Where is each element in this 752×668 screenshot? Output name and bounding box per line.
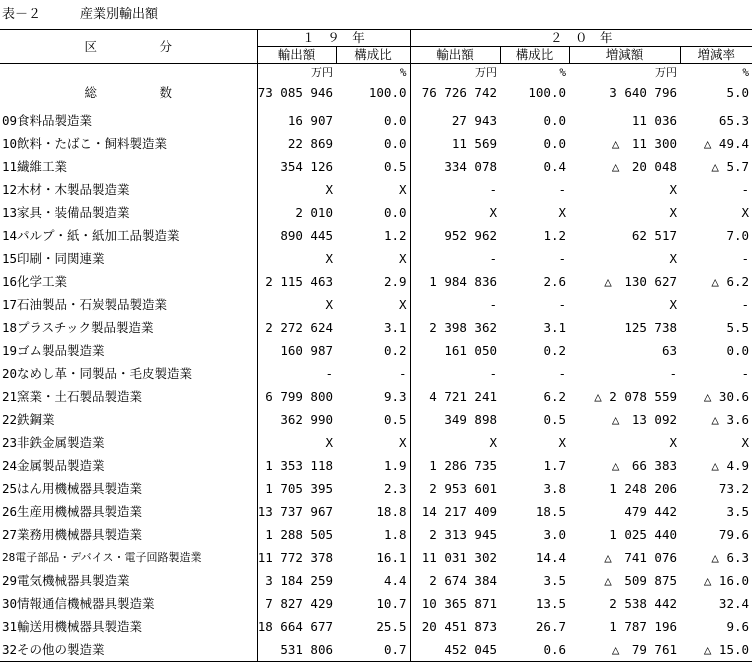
table-row xyxy=(0,293,752,316)
cell-share19: X xyxy=(398,182,407,197)
cell-export19: 7 827 429 xyxy=(257,592,336,615)
cell-change: △ 11 300 xyxy=(611,136,678,151)
cell-export20: 2 398 362 xyxy=(410,316,500,339)
cell-change: 11 036 xyxy=(631,113,678,128)
cell-share20: - xyxy=(558,297,567,312)
cell-export19: 160 987 xyxy=(257,339,336,362)
cell-export20: 27 943 xyxy=(410,109,500,132)
industry-label: 13家具・装備品製造業 xyxy=(2,205,130,220)
unit-row xyxy=(0,64,752,82)
cell-share19: 0.0 xyxy=(383,113,407,128)
cell-export20: 452 045 xyxy=(410,638,500,662)
total-export20: 76 726 742 xyxy=(410,81,500,109)
export-table xyxy=(0,29,752,662)
cell-change: 479 442 xyxy=(624,504,678,519)
cell-export19: 16 907 xyxy=(257,109,336,132)
cell-export20: 334 078 xyxy=(410,155,500,178)
share19-header: 構成比 xyxy=(336,47,410,64)
cell-rate: △ 5.7 xyxy=(711,159,750,174)
industry-label: 16化学工業 xyxy=(2,274,68,289)
table-row xyxy=(0,408,752,431)
cell-change: X xyxy=(669,435,678,450)
cell-share20: 13.5 xyxy=(535,596,567,611)
cell-export20: 14 217 409 xyxy=(410,500,500,523)
cell-export19: X xyxy=(257,431,336,454)
cell-export19: 6 799 800 xyxy=(257,385,336,408)
cell-rate: - xyxy=(741,251,750,266)
industry-label: 21窯業・土石製品製造業 xyxy=(2,389,143,404)
cell-share20: - xyxy=(558,182,567,197)
total-share20: 100.0 xyxy=(528,85,567,100)
cell-export19: 1 353 118 xyxy=(257,454,336,477)
category-header: 区 分 xyxy=(0,30,257,64)
cell-export20: 10 365 871 xyxy=(410,592,500,615)
cell-rate: 73.2 xyxy=(718,481,750,496)
cell-export20: 349 898 xyxy=(410,408,500,431)
cell-export20: X xyxy=(410,201,500,224)
cell-export19: 362 990 xyxy=(257,408,336,431)
cell-share20: X xyxy=(558,205,567,220)
cell-share20: 0.0 xyxy=(543,136,567,151)
cell-share20: 3.5 xyxy=(543,573,567,588)
cell-share20: 3.8 xyxy=(543,481,567,496)
table-row xyxy=(0,339,752,362)
industry-label: 22鉄鋼業 xyxy=(2,412,55,427)
cell-export20: 11 031 302 xyxy=(410,546,500,569)
cell-change: △ 79 761 xyxy=(569,638,680,662)
table-row xyxy=(0,454,752,477)
cell-export20: 2 953 601 xyxy=(410,477,500,500)
cell-rate: - xyxy=(741,182,750,197)
table-row xyxy=(0,615,752,638)
export19-header: 輸出額 xyxy=(257,47,336,64)
cell-share19: 10.7 xyxy=(376,596,407,611)
cell-export20: 1 984 836 xyxy=(410,270,500,293)
cell-export19: 2 272 624 xyxy=(257,316,336,339)
cell-change: 63 xyxy=(661,343,678,358)
cell-rate: 5.5 xyxy=(726,320,750,335)
industry-label: 12木材・木製品製造業 xyxy=(2,182,130,197)
table-row xyxy=(0,316,752,339)
cell-share19: 2.9 xyxy=(383,274,407,289)
industry-label: 10飲料・たばこ・飼料製造業 xyxy=(2,136,168,151)
cell-change: △ 741 076 xyxy=(604,550,678,565)
cell-share20: 0.2 xyxy=(543,343,567,358)
industry-label: 11繊維工業 xyxy=(2,159,68,174)
cell-share19: 25.5 xyxy=(376,619,407,634)
cell-rate: △ 3.6 xyxy=(711,412,750,427)
cell-rate: - xyxy=(741,297,750,312)
industry-label: 24金属製品製造業 xyxy=(2,458,105,473)
cell-share20: 26.7 xyxy=(535,619,567,634)
table-row xyxy=(0,178,752,201)
cell-change: 1 248 206 xyxy=(609,481,678,496)
unit-rate: % xyxy=(742,66,750,79)
cell-share20: - xyxy=(558,366,567,381)
cell-rate: △ 6.3 xyxy=(711,550,750,565)
cell-change: △ 2 078 559 xyxy=(594,389,678,404)
industry-label: 27業務用機械器具製造業 xyxy=(2,527,143,542)
cell-change: △ 509 875 xyxy=(604,573,678,588)
cell-export19: 2 115 463 xyxy=(257,270,336,293)
cell-change: 1 787 196 xyxy=(609,619,678,634)
cell-export20: 20 451 873 xyxy=(410,615,500,638)
cell-rate: X xyxy=(741,435,750,450)
cell-export19: 1 288 505 xyxy=(257,523,336,546)
cell-share19: 0.5 xyxy=(383,159,407,174)
cell-change: 2 538 442 xyxy=(609,596,678,611)
industry-label: 31輸送用機械器具製造業 xyxy=(2,619,143,634)
total-label: 総 数 xyxy=(84,85,172,100)
total-change: 3 640 796 xyxy=(609,85,678,100)
cell-share19: 0.2 xyxy=(383,343,407,358)
cell-share19: 4.4 xyxy=(383,573,407,588)
cell-export19: X xyxy=(257,178,336,201)
table-row xyxy=(0,362,752,385)
table-row xyxy=(0,224,752,247)
cell-share19: 0.7 xyxy=(336,638,410,662)
cell-share20: 14.4 xyxy=(535,550,567,565)
cell-share19: X xyxy=(398,251,407,266)
cell-share20: 2.6 xyxy=(543,274,567,289)
cell-export20: 2 313 945 xyxy=(410,523,500,546)
table-row xyxy=(0,247,752,270)
industry-label: 19ゴム製品製造業 xyxy=(2,343,105,358)
cell-export19: 2 010 xyxy=(257,201,336,224)
cell-rate: 32.4 xyxy=(718,596,750,611)
industry-label: 25はん用機械器具製造業 xyxy=(2,481,143,496)
unit-share20: % xyxy=(559,66,567,79)
cell-share20: 0.0 xyxy=(543,113,567,128)
table-row xyxy=(0,569,752,592)
cell-export20: - xyxy=(410,293,500,316)
table-row xyxy=(0,201,752,224)
total-row xyxy=(0,81,752,109)
cell-share20: X xyxy=(558,435,567,450)
cell-rate: 9.6 xyxy=(726,619,750,634)
cell-share20: - xyxy=(558,251,567,266)
table-row xyxy=(0,500,752,523)
cell-rate: 79.6 xyxy=(718,527,750,542)
cell-rate: △ 15.0 xyxy=(680,638,752,662)
cell-rate: △ 49.4 xyxy=(703,136,750,151)
change-header: 増減額 xyxy=(569,47,680,64)
cell-share19: X xyxy=(398,297,407,312)
unit-export19: 万円 xyxy=(257,64,336,82)
cell-export19: 13 737 967 xyxy=(257,500,336,523)
cell-change: 125 738 xyxy=(624,320,678,335)
table-row xyxy=(0,592,752,615)
industry-label: 15印刷・同関連業 xyxy=(2,251,105,266)
cell-share19: 16.1 xyxy=(376,550,407,565)
cell-change: △ 130 627 xyxy=(604,274,678,289)
cell-export20: 1 286 735 xyxy=(410,454,500,477)
cell-rate: △ 16.0 xyxy=(703,573,750,588)
cell-change: X xyxy=(669,205,678,220)
industry-label: 23非鉄金属製造業 xyxy=(2,435,105,450)
cell-share19: 18.8 xyxy=(376,504,407,519)
table-row xyxy=(0,638,752,662)
cell-share19: 3.1 xyxy=(383,320,407,335)
year19-header: １ ９ 年 xyxy=(257,30,410,47)
table-row xyxy=(0,431,752,454)
cell-share20: 0.6 xyxy=(500,638,569,662)
cell-share20: 0.5 xyxy=(543,412,567,427)
cell-rate: X xyxy=(741,205,750,220)
cell-export20: - xyxy=(410,247,500,270)
cell-rate: 3.5 xyxy=(726,504,750,519)
industry-label: 14パルプ・紙・紙加工品製造業 xyxy=(2,228,180,243)
cell-change: 62 517 xyxy=(631,228,678,243)
cell-export20: 4 721 241 xyxy=(410,385,500,408)
table-title: 表－２ 産業別輸出額 xyxy=(2,7,159,22)
cell-rate: △ 4.9 xyxy=(711,458,750,473)
cell-export20: 11 569 xyxy=(410,132,500,155)
cell-share19: X xyxy=(398,435,407,450)
cell-change: △ 20 048 xyxy=(611,159,678,174)
industry-label: 32その他の製造業 xyxy=(0,638,257,662)
cell-share19: 1.2 xyxy=(383,228,407,243)
industry-label: 28電子部品・デバイス・電子回路製造業 xyxy=(2,551,202,564)
cell-share20: 1.7 xyxy=(543,458,567,473)
cell-export19: - xyxy=(257,362,336,385)
cell-rate: 0.0 xyxy=(726,343,750,358)
table-row xyxy=(0,385,752,408)
cell-change: - xyxy=(669,366,678,381)
cell-export19: 354 126 xyxy=(257,155,336,178)
table-row xyxy=(0,270,752,293)
unit-export20: 万円 xyxy=(410,64,500,82)
table-row xyxy=(0,523,752,546)
total-export19: 73 085 946 xyxy=(257,81,336,109)
industry-label: 29電気機械器具製造業 xyxy=(2,573,130,588)
cell-export20: 2 674 384 xyxy=(410,569,500,592)
cell-rate: △ 6.2 xyxy=(711,274,750,289)
table-row xyxy=(0,132,752,155)
cell-change: 1 025 440 xyxy=(609,527,678,542)
cell-share20: 6.2 xyxy=(543,389,567,404)
table-body xyxy=(0,64,752,662)
cell-share19: 1.9 xyxy=(383,458,407,473)
cell-change: △ 13 092 xyxy=(611,412,678,427)
table-row xyxy=(0,546,752,569)
cell-rate: - xyxy=(741,366,750,381)
cell-export19: 1 705 395 xyxy=(257,477,336,500)
cell-export19: 11 772 378 xyxy=(257,546,336,569)
cell-share20: 3.0 xyxy=(543,527,567,542)
cell-export19: X xyxy=(257,293,336,316)
rate-header: 増減率 xyxy=(680,47,752,64)
cell-rate: 65.3 xyxy=(718,113,750,128)
unit-share19: % xyxy=(399,66,407,79)
cell-export19: 22 869 xyxy=(257,132,336,155)
cell-export20: - xyxy=(410,178,500,201)
cell-export20: 952 962 xyxy=(410,224,500,247)
cell-export20: - xyxy=(410,362,500,385)
cell-share19: 0.5 xyxy=(383,412,407,427)
year20-header: ２ ０ 年 xyxy=(410,30,752,47)
cell-share20: 1.2 xyxy=(543,228,567,243)
table-row xyxy=(0,155,752,178)
cell-export19: 3 184 259 xyxy=(257,569,336,592)
industry-label: 09食料品製造業 xyxy=(2,113,93,128)
cell-share19: 2.3 xyxy=(383,481,407,496)
cell-share19: 1.8 xyxy=(383,527,407,542)
cell-rate: △ 30.6 xyxy=(703,389,750,404)
industry-label: 20なめし革・同製品・毛皮製造業 xyxy=(2,366,193,381)
cell-rate: 7.0 xyxy=(726,228,750,243)
cell-export19: 531 806 xyxy=(257,638,336,662)
unit-change: 万円 xyxy=(655,66,678,79)
table-row xyxy=(0,477,752,500)
cell-share19: 9.3 xyxy=(383,389,407,404)
total-rate: 5.0 xyxy=(726,85,750,100)
industry-label: 18プラスチック製品製造業 xyxy=(2,320,154,335)
share20-header: 構成比 xyxy=(500,47,569,64)
cell-change: X xyxy=(669,251,678,266)
cell-export19: 18 664 677 xyxy=(257,615,336,638)
cell-share19: - xyxy=(398,366,407,381)
total-share19: 100.0 xyxy=(368,85,407,100)
cell-share20: 3.1 xyxy=(543,320,567,335)
industry-label: 30情報通信機械器具製造業 xyxy=(2,596,155,611)
table-row xyxy=(0,109,752,132)
cell-change: X xyxy=(669,182,678,197)
cell-share19: 0.0 xyxy=(383,205,407,220)
export20-header: 輸出額 xyxy=(410,47,500,64)
cell-change: X xyxy=(669,297,678,312)
table-header xyxy=(0,30,752,64)
industry-label: 17石油製品・石炭製品製造業 xyxy=(2,297,168,312)
cell-share19: 0.0 xyxy=(383,136,407,151)
cell-export19: X xyxy=(257,247,336,270)
cell-share20: 0.4 xyxy=(543,159,567,174)
cell-export20: X xyxy=(410,431,500,454)
cell-export20: 161 050 xyxy=(410,339,500,362)
industry-label: 26生産用機械器具製造業 xyxy=(2,504,143,519)
cell-share20: 18.5 xyxy=(535,504,567,519)
cell-change: △ 66 383 xyxy=(611,458,678,473)
cell-export19: 890 445 xyxy=(257,224,336,247)
